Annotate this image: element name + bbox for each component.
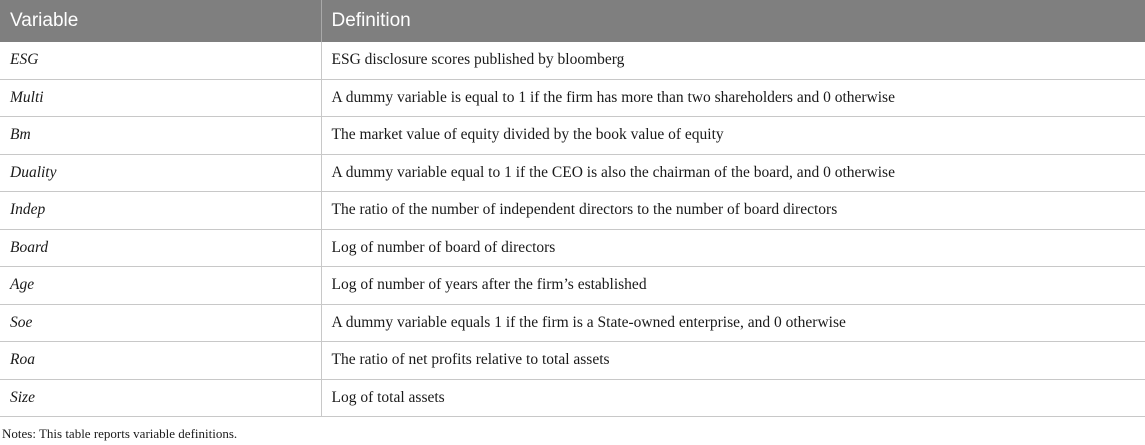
table-notes: Notes: This table reports variable definitions. <box>2 426 238 441</box>
table-row <box>0 117 1145 155</box>
table-row <box>0 379 1145 417</box>
variable-cell: Size <box>0 379 321 417</box>
variable-cell: Duality <box>0 154 321 192</box>
table-row <box>0 229 1145 267</box>
table-header <box>0 0 1145 42</box>
variable-cell: Multi <box>0 79 321 117</box>
definition-cell: Log of number of years after the firm’s established <box>321 267 1145 305</box>
definition-cell: Log of number of board of directors <box>321 229 1145 267</box>
header-definition: Definition <box>321 0 1145 42</box>
table-row <box>0 154 1145 192</box>
variable-cell: Bm <box>0 117 321 155</box>
table-row <box>0 267 1145 305</box>
table-row <box>0 79 1145 117</box>
definition-cell: A dummy variable is equal to 1 if the firm has more than two shareholders and 0 otherwise <box>321 79 1145 117</box>
definition-cell: The market value of equity divided by the book value of equity <box>321 117 1145 155</box>
definition-cell: The ratio of the number of independent directors to the number of board directors <box>321 192 1145 230</box>
variable-cell: Roa <box>0 342 321 380</box>
table-row <box>0 342 1145 380</box>
variable-cell: Board <box>0 229 321 267</box>
table-row <box>0 192 1145 230</box>
header-variable: Variable <box>0 0 321 42</box>
definition-cell: ESG disclosure scores published by bloomberg <box>321 42 1145 79</box>
table-row <box>0 304 1145 342</box>
variable-cell: Indep <box>0 192 321 230</box>
header-row <box>0 0 1145 42</box>
definition-cell: The ratio of net profits relative to total assets <box>321 342 1145 380</box>
variable-cell: ESG <box>0 42 321 79</box>
variable-cell: Soe <box>0 304 321 342</box>
definition-cell: A dummy variable equals 1 if the firm is a State-owned enterprise, and 0 otherwise <box>321 304 1145 342</box>
table-body <box>0 42 1145 417</box>
definition-cell: Log of total assets <box>321 379 1145 417</box>
table-row <box>0 42 1145 79</box>
definition-cell: A dummy variable equal to 1 if the CEO is also the chairman of the board, and 0 otherwise <box>321 154 1145 192</box>
variable-cell: Age <box>0 267 321 305</box>
